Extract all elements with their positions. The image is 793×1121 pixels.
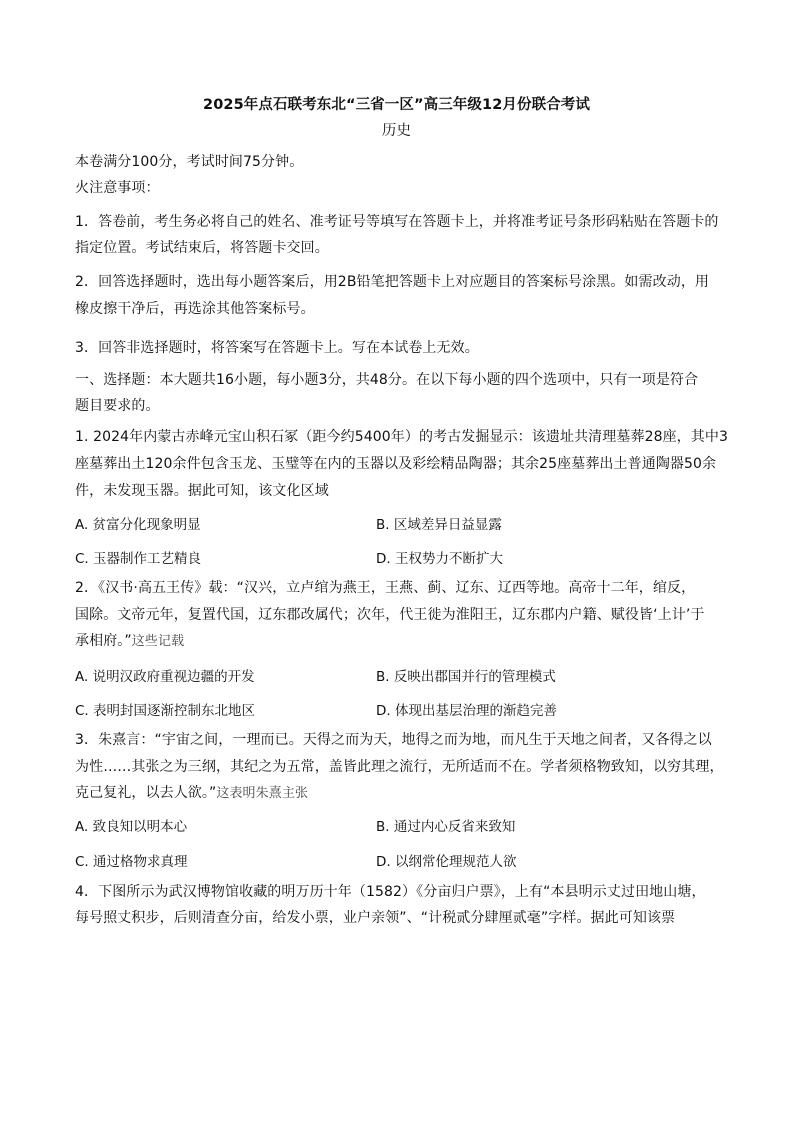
- q2-option-c[interactable]: C. 表明封国逐渐控制东北地区: [75, 703, 256, 719]
- notice-heading: 火注意事项：: [75, 180, 160, 196]
- q2-option-b[interactable]: B. 反映出郡国并行的管理模式: [376, 669, 556, 685]
- q2-option-d[interactable]: D. 体现出基层治理的渐趋完善: [376, 703, 557, 719]
- q2-question-stem: 这些记载: [131, 634, 185, 649]
- q2-option-a[interactable]: A. 说明汉政府重视边疆的开发: [75, 669, 255, 685]
- q1-option-a[interactable]: A. 贫富分化现象明显: [75, 517, 201, 533]
- q1-option-b[interactable]: B. 区域差异日益显露: [376, 517, 502, 533]
- exam-title: 2025年点石联考东北“三省一区”高三年级12月份联合考试: [203, 97, 590, 113]
- q3-line-1: 3．朱熹言：“宇宙之间，一理而已。天得之而为天，地得之而为地，而凡生于天地之间者，又各得之以: [75, 732, 712, 748]
- q4-line-1: 4．下图所示为武汉博物馆收藏的明万历十年（1582）《分亩归户票》，上有“本县明示丈过田地山塘，: [75, 884, 706, 900]
- q4-line-2: 每号照丈积步，后则清查分亩，给发小票，业户亲领”、“计税贰分肆厘贰毫”字样。据此可知该票: [75, 910, 676, 926]
- q1-option-d[interactable]: D. 王权势力不断扩大: [376, 551, 503, 567]
- q3-quote-end: 克己复礼，以去人欲。”: [75, 785, 217, 801]
- q3-line-2: 为性……其张之为三纲，其纪之为五常，盖皆此理之流行，无所适而不在。学者须格物致知，以穷其理，: [75, 759, 724, 775]
- q2-quote-end: 承相府。”: [75, 633, 132, 649]
- notice-1-line-1: 1．答卷前，考生务必将自己的姓名、准考证号等填写在答题卡上，并将准考证号条形码粘贴在答题卡的: [75, 214, 719, 230]
- q3-option-c[interactable]: C. 通过格物求真理: [75, 854, 188, 870]
- q3-option-b[interactable]: B. 通过内心反省来致知: [376, 819, 516, 835]
- q3-line-3: [75, 783, 308, 804]
- notice-1-line-2: 指定位置。考试结束后，将答题卡交回。: [75, 240, 329, 256]
- score-time-text: 本卷满分100分，考试时间75分钟。: [75, 154, 304, 170]
- q3-option-d[interactable]: D. 以纲常伦理规范人欲: [376, 854, 517, 870]
- section-heading-line-2: 题目要求的。: [75, 398, 160, 414]
- q2-line-1: 2．《汉书·高五王传》载：“汉兴，立卢绾为燕王，王燕、蓟、辽东、辽西等地。高帝十二年，绾反，: [75, 580, 696, 596]
- q3-option-a[interactable]: A. 致良知以明本心: [75, 819, 188, 835]
- notice-3-line-1: 3．回答非选择题时，将答案写在答题卡上。写在本试卷上无效。: [75, 340, 479, 356]
- subject-title: 历史: [381, 123, 412, 139]
- q1-option-c[interactable]: C. 玉器制作工艺精良: [75, 551, 202, 567]
- q2-line-2: 国除。文帝元年，复置代国，辽东郡改属代；次年，代王徙为淮阳王，辽东郡内户籍、赋役皆‘上计’于: [75, 607, 705, 623]
- q3-question-stem: 这表明朱熹主张: [216, 786, 309, 801]
- q1-line-3: 件，未发现玉器。据此可知，该文化区域: [75, 483, 329, 499]
- q1-line-2: 座墓葬出土120余件包含玉龙、玉璧等在内的玉器以及彩绘精品陶器；其余25座墓葬出土普通陶器50余: [75, 456, 717, 472]
- notice-2-line-2: 橡皮擦干净后，再选涂其他答案标号。: [75, 301, 315, 317]
- section-heading-line-1: 一、选择题：本大题共16小题，每小题3分，共48分。在以下每小题的四个选项中，只有一项是符合: [75, 372, 699, 388]
- q2-line-3: [75, 631, 184, 652]
- q1-line-1: 1. 2024年内蒙古赤峰元宝山积石冢（距今约5400年）的考古发掘显示：该遗址共清理墓葬28座，其中3: [75, 429, 728, 445]
- notice-2-line-1: 2．回答选择题时，选出每小题答案后，用2B铅笔把答题卡上对应题目的答案标号涂黑。如需改动，用: [75, 274, 710, 290]
